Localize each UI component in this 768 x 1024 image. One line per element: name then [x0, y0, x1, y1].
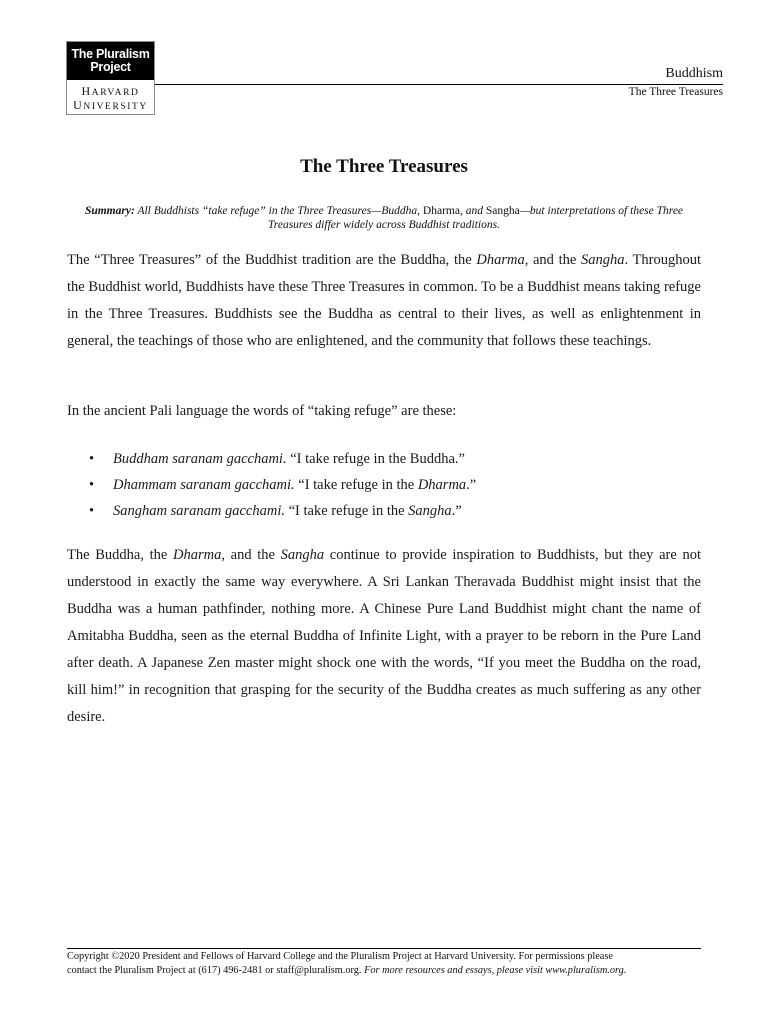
footer: [67, 950, 707, 978]
logo-university-cap: U: [73, 98, 84, 112]
summary-sangha: Sangha: [485, 205, 520, 217]
translation: “I take refuge in the Buddha.”: [286, 451, 465, 467]
translation-end: .”: [466, 477, 477, 493]
refuge-list: [67, 446, 701, 524]
p3-dharma: Dharma: [173, 547, 222, 563]
logo-university-block: [67, 80, 154, 113]
footer-contact-text: contact the Pluralism Project at (617) 496-2481 or staff@pluralism.org.: [67, 965, 365, 976]
p1-text-c: . Throughout the Buddhist world, Buddhists have these Three Treasures in common. To be a Buddhist means taking refuge in the Three Treasures. Buddhists see the Buddha as central to their lives, as well as enlightenment in general, the teachings of those who are enlightened, and the community that follows these teachings.: [67, 252, 701, 349]
list-item: [67, 472, 701, 498]
logo-harvard-rest: ARVARD: [91, 88, 140, 98]
footer-divider: [67, 948, 701, 949]
header-divider: [155, 84, 723, 85]
footer-contact: [67, 964, 707, 978]
pali-phrase: Dhammam saranam gacchami.: [113, 477, 295, 493]
footer-copyright: Copyright ©2020 President and Fellows of Harvard College and the Pluralism Project at Harvard University. For permissions please: [67, 951, 613, 962]
translation-end: .”: [451, 503, 462, 519]
footer-website-note: For more resources and essays, please visit www.pluralism.org.: [364, 965, 627, 976]
logo-line-2: Project: [90, 60, 131, 74]
bullet-icon: •: [89, 451, 95, 467]
summary-dharma: Dharma: [422, 205, 460, 217]
logo-line-1: The Pluralism: [71, 47, 150, 61]
summary: [68, 204, 700, 232]
logo-university-rest: NIVERSITY: [83, 102, 148, 112]
p1-text-a: The “Three Treasures” of the Buddhist tradition are the Buddha, the: [67, 252, 477, 268]
header-subtitle: The Three Treasures: [628, 86, 723, 98]
paragraph-intro: [67, 247, 701, 355]
translation: “I take refuge in the: [294, 477, 418, 493]
paragraph-interpretations: [67, 542, 701, 731]
page-title: The Three Treasures: [300, 156, 468, 177]
p3-text-b: , and the: [221, 547, 281, 563]
bullet-icon: •: [89, 503, 95, 519]
p1-sangha: Sangha: [581, 252, 625, 268]
summary-text-2: , and: [459, 205, 486, 217]
paragraph-pali-intro: In the ancient Pali language the words of “taking refuge” are these:: [67, 403, 457, 419]
p3-text-a: The Buddha, the: [67, 547, 173, 563]
summary-label: Summary:: [84, 205, 135, 217]
translation-term: Sangha: [408, 503, 452, 519]
logo-university: [67, 99, 154, 113]
bullet-icon: •: [89, 477, 95, 493]
logo-title-block: [67, 42, 154, 80]
summary-text-3: —but interpretations of these Three Treasures differ widely across Buddhist traditions.: [268, 205, 684, 231]
summary-text-1: All Buddhists “take refuge” in the Three Treasures—Buddha,: [134, 205, 423, 217]
logo-harvard: [67, 85, 154, 99]
pali-phrase: Buddham saranam gacchami.: [113, 451, 287, 467]
list-item: [67, 498, 701, 524]
p1-dharma: Dharma: [476, 252, 525, 268]
p3-text-c: continue to provide inspiration to Buddhists, but they are not understood in exactly the same way everywhere. A Sri Lankan Theravada Buddhist might insist that the Buddha was a human pathfinder, nothing more. A Chinese Pure Land Buddhist might chant the name of Amitabha Buddha, seen as the eternal Buddha of Infinite Light, with a prayer to be reborn in the Pure Land after death. A Japanese Zen master might shock one with the words, “If you meet the Buddha on the road, kill him!” in recognition that grasping for the security of the Buddha creates as much suffering as any other desire.: [67, 547, 701, 725]
p1-text-b: , and the: [524, 252, 581, 268]
p3-sangha: Sangha: [280, 547, 325, 563]
translation: “I take refuge in the: [284, 503, 409, 519]
logo-harvard-cap: H: [81, 84, 92, 98]
translation-term: Dharma: [417, 477, 467, 493]
header-section-title: Buddhism: [665, 66, 723, 81]
list-item: [67, 446, 701, 472]
pali-phrase: Sangham saranam gacchami.: [113, 503, 285, 519]
pluralism-project-logo: [66, 41, 155, 115]
